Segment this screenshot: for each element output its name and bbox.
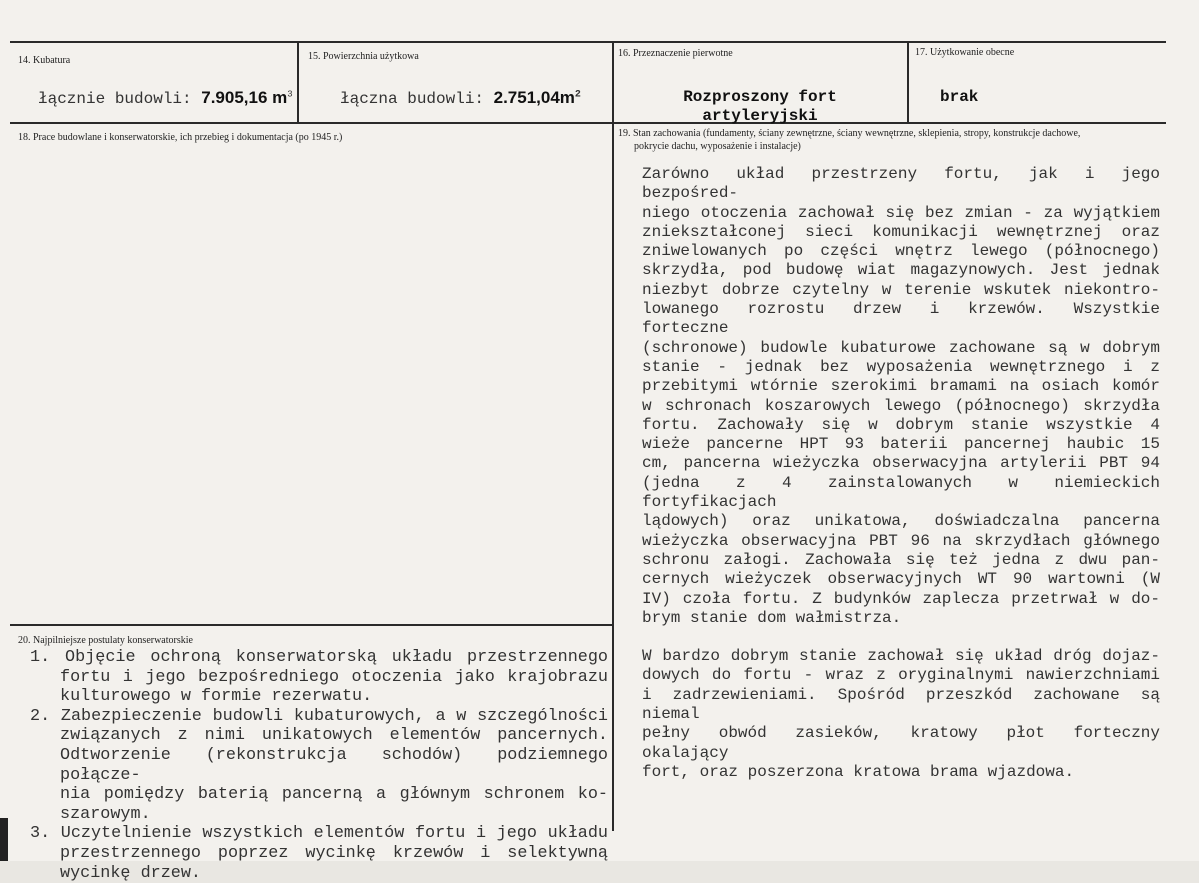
postulate-item: [30, 824, 608, 883]
field-15-prefix: łączna budowli:: [340, 90, 494, 108]
rule-row1-bottom: [10, 122, 1166, 124]
text-line: skrzydła, pod budowę wiat magazynowych. Jest jednak: [642, 261, 1160, 280]
text-line: dowych do fortu - wraz z oryginalnymi nawierzchniami: [642, 666, 1160, 685]
text-line: szarowym.: [60, 804, 151, 824]
field-16-line1: Rozproszony fort: [683, 88, 837, 106]
field-15-label: 15. Powierzchnia użytkowa: [308, 51, 419, 62]
field-19-text: [642, 165, 1160, 782]
text-line: fort, oraz poszerzona kratowa brama wjazdowa.: [642, 762, 1075, 781]
field-14-number: 7.905,16 m: [201, 88, 288, 107]
text-line: lowanego rozrostu drzew i krzewów. Wszystkie forteczne: [642, 300, 1160, 338]
field-15-unit: 2: [574, 89, 581, 101]
text-line: przebitymi wtórnie szerokimi bramami na osiach komór: [642, 377, 1160, 396]
text-line: fortu i jego bezpośredniego otoczenia jako krajobrazu: [60, 667, 608, 687]
field-20-list: [30, 648, 608, 883]
field-20-label: 20. Najpilniejsze postulaty konserwatorskie: [18, 635, 193, 646]
text-line: 2. Zabezpieczenie budowli kubaturowych, a w szczególności: [30, 706, 608, 726]
text-line: przestrzennego poprzez wycinkę krzewów i selektywną: [60, 843, 608, 863]
field-14-unit: 3: [287, 89, 293, 100]
scan-edge: [0, 818, 8, 861]
rule-top: [10, 41, 1166, 43]
field-15-number: 2.751,04m: [493, 88, 575, 107]
field-16-line2: artyleryjski: [702, 107, 818, 125]
text-line: fortu. Zachowały się w dobrym stanie wszystkie 4: [642, 415, 1160, 434]
paragraph-1: [642, 165, 1160, 628]
text-line: W bardzo dobrym stanie zachował się układ dróg dojaz-: [642, 647, 1160, 666]
field-18-label: 18. Prace budowlane i konserwatorskie, ich przebieg i dokumentacja (po 1945 r.): [18, 132, 343, 143]
text-line: wycinkę drzew.: [60, 863, 201, 883]
field-19-label-line2: pokrycie dachu, wyposażenie i instalacje): [634, 141, 801, 152]
text-line: brym stanie dom wałmistrza.: [642, 608, 902, 627]
rule-col1: [297, 41, 299, 124]
rule-col3: [907, 41, 909, 124]
text-line: schronu załogi. Zachowała się też jedna z dwu pan-: [642, 550, 1160, 569]
field-14-label: 14. Kubatura: [18, 55, 71, 66]
text-line: stanie - jednak bez wyposażenia wewnętrznego i z: [642, 357, 1160, 376]
field-16-label: 16. Przeznaczenie pierwotne: [618, 48, 733, 59]
text-line: IV) czoła fortu. Z budynków zaplecza przetrwał w do-: [642, 589, 1160, 608]
field-14-prefix: łącznie budowli:: [38, 90, 202, 108]
text-line: (jedna z 4 zainstalowanych w niemieckich fortyfikacjach: [642, 473, 1160, 512]
text-line: pełny obwód zasieków, kratowy płot forteczny okalający: [642, 724, 1160, 762]
field-19-label: [618, 127, 1080, 153]
text-line: cernych wieżyczek obserwacyjnych WT 90 wartowni (W: [642, 570, 1160, 589]
text-line: zniekształconej sieci komunikacji wewnętrznej oraz: [642, 222, 1160, 241]
text-line: Zarówno układ przestrzeny fortu, jak i jego bezpośred-: [642, 165, 1160, 203]
field-19-label-line1: 19. Stan zachowania (fundamenty, ściany zewnętrzne, ściany wewnętrzne, sklepienia, stropy, konstrukcje dachowe,: [618, 128, 1081, 139]
field-15-value: [340, 88, 581, 108]
text-line: kulturowego w formie rezerwatu.: [60, 687, 373, 707]
text-line: zniwelowanych po części wnętrz lewego (północnego): [642, 242, 1160, 261]
text-line: 3. Uczytelnienie wszystkich elementów fortu i jego układu: [30, 824, 608, 844]
text-line: związanych z nimi unikatowych elementów pancernych.: [60, 726, 608, 746]
field-17-value: brak: [940, 88, 979, 106]
text-line: 1. Objęcie ochroną konserwatorską układu przestrzennego: [30, 648, 608, 667]
text-line: cm, pancerna wieżyczka obserwacyjna artylerii PBT 94: [642, 454, 1160, 473]
field-16-value: [614, 88, 906, 126]
postulate-item: [30, 648, 608, 707]
text-line: wieżyczka obserwacyjna PBT 96 na skrzydłach głównego: [642, 531, 1160, 550]
text-line: niego otoczenia zachował się bez zmian - za wyjątkiem: [642, 203, 1160, 222]
text-line: niezbyt dobrze czytelny w terenie wskutek niekontro-: [642, 280, 1160, 299]
text-line: nia pomiędzy baterią pancerną a głównym schronem ko-: [60, 785, 608, 805]
text-line: wieże pancerne HPT 93 baterii pancernej haubic 15: [642, 435, 1160, 454]
field-17-label: 17. Użytkowanie obecne: [915, 47, 1015, 58]
text-line: w schronach koszarowych lewego (północnego) skrzydła: [642, 396, 1160, 415]
text-line: (schronowe) budowle kubaturowe zachowane są w dobrym: [642, 338, 1160, 357]
paragraph-2: [642, 647, 1160, 782]
rule-col2: [612, 41, 614, 831]
text-line: lądowych) oraz unikatowa, doświadczalna pancerna: [642, 512, 1160, 531]
text-line: Odtworzenie (rekonstrukcja schodów) podziemnego połącze-: [60, 745, 608, 785]
text-line: i zadrzewieniami. Spośród przeszkód zachowane są niemal: [642, 685, 1160, 724]
field-14-value: [38, 88, 293, 108]
postulate-item: [30, 707, 608, 825]
rule-section20-top: [10, 624, 614, 626]
